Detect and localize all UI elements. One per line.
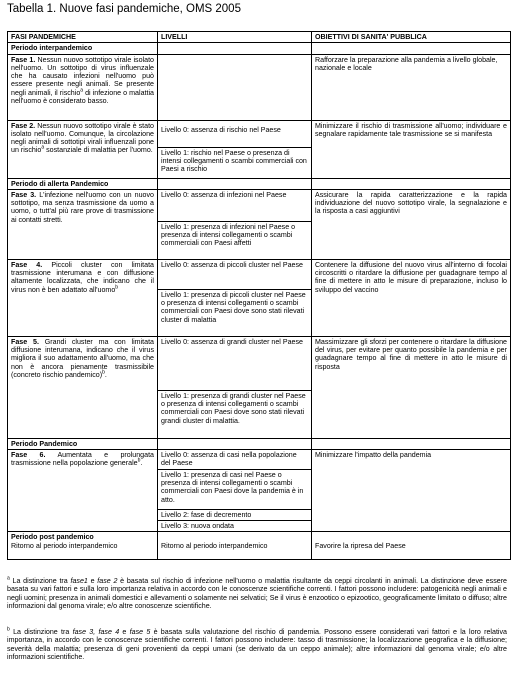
phase-4-objective: Contenere la diffusione del nuovo virus all'interno di focolai circoscritti o ritardare la diffusione per guadagnare tempo al fine di mettere in atto le misure di preparazione, incluso lo sviluppo del vaccino <box>312 259 511 336</box>
section-alert: Periodo di allerta Pandemico <box>8 178 158 189</box>
phase-3-description: Fase 3. L'infezione nell'uomo con un nuovo sottotipo, ma senza trasmissione da uomo a uomo, o tutt'al più rare prove di trasmissione ai contatti stretti. <box>8 189 158 259</box>
phase-4-level-0: Livello 0: assenza di piccoli cluster nel Paese <box>158 259 312 289</box>
table-title: Tabella 1. Nuove fasi pandemiche, OMS 2005 <box>7 3 241 15</box>
pandemic-phases-table <box>7 31 511 560</box>
phase-1-levels <box>158 54 312 120</box>
post-pandemic-objective: Favorire la ripresa del Paese <box>312 532 511 560</box>
phase-2-description: Fase 2. Nessun nuovo sottotipo virale è stato isolato nell'uomo. Comunque, la circolazione negli animali di sottotipi virali influenzali pone un rischio$^a$ sostanziale di malattia per l'uomo. <box>8 120 158 178</box>
post-pandemic-description: Periodo post pandemico Ritorno al periodo interpandemico <box>8 532 158 560</box>
header-objectives: OBIETTIVI DI SANITA' PUBBLICA <box>312 32 511 43</box>
section-pandemic: Periodo Pandemico <box>8 438 158 449</box>
header-levels: LIVELLI <box>158 32 312 43</box>
footnote-b: $^b$ La distinzione tra fase 3, fase 4 e fase 5 è basata sulla valutazione del rischio di pandemia. Possono essere considerati vari fattori e la loro relativa importanza, in accordo con le conoscenze scientifiche correnti. I fattori possono includere: tasso di trasmissione; la localizzazione geografica e la diffusione; severità della malattia; presenza di geni provenienti da ceppi umani (se derivato da un ceppo animale); altre informazioni dal genoma virale; e/o altre informazioni scientifiche. <box>7 626 507 662</box>
phase-6-description: Fase 6. Aumentata e prolungata trasmissione nella popolazione generale$^b$. <box>8 450 158 532</box>
section-interpandemic: Periodo interpandemico <box>8 43 158 54</box>
phase-5-objective: Massimizzare gli sforzi per contenere o ritardare la diffusione del virus, per evitare per quanto possibile la pandemia e per guadagnare tempo al fine di mettere in atto le misure di risposta <box>312 336 511 438</box>
phase-2-level-1: Livello 1: rischio nel Paese o presenza di intensi collegamenti o scambi commerciali con Paesi a rischio <box>158 147 312 178</box>
phase-1-description: Fase 1. Nessun nuovo sottotipo virale isolato nell'uomo. Un sottotipo di virus influenzale che ha causato infezioni nell'uomo può essere presente negli animali. Se presente negli animali, il rischio$^a$ di infezione o malattia nell'uomo è considerato basso. <box>8 54 158 120</box>
phase-3-level-1: Livello 1: presenza di infezioni nel Paese o presenza di intensi collegamenti o scambi commerciali con Paesi affetti <box>158 221 312 259</box>
phase-4-level-1: Livello 1: presenza di piccoli cluster nel Paese o presenza di intensi collegamenti o scambi commerciali con Paesi dove sono stati rilevati cluster di malattia <box>158 289 312 336</box>
footnote-a: $^a$ La distinzione tra fase1 e fase 2 è basata sul rischio di infezione nell'uomo o malattia risultante da ceppi circolanti in animali. La distinzione deve essere basata su vari fattori e sulla loro importanza relativa in accordo con le conoscenze scientifiche correnti. I fattori possono includere: patogenicità negli animali e negli uomini; presenza in animali domestici e allevamenti o solamente nei selvatici; Se il virus è enzootico o epizootico, geograficamente limitato o diffuso; altre informazioni dal genoma virale; e/o altre conoscenze scientifiche. <box>7 575 507 611</box>
phase-4-description: Fase 4. Piccoli cluster con limitata trasmissione interumana e con diffusione altamente localizzata, che indicano che il virus non è ben adattato all'uomo$^b$ <box>8 259 158 336</box>
phase-1-objective: Rafforzare la preparazione alla pandemia a livello globale, nazionale e locale <box>312 54 511 120</box>
phase-6-objective: Minimizzare l'impatto della pandemia <box>312 450 511 532</box>
phase-3-level-0: Livello 0: assenza di infezioni nel Paese <box>158 189 312 221</box>
phase-3-objective: Assicurare la rapida caratterizzazione e la rapida individuazione del nuovo sottotipo virale, la segnalazione e la risposta a casi aggiuntivi <box>312 189 511 259</box>
phase-2-level-0: Livello 0: assenza di rischio nel Paese <box>158 120 312 147</box>
phase-5-level-0: Livello 0: assenza di grandi cluster nel Paese <box>158 336 312 390</box>
phase-6-level-0: Livello 0: assenza di casi nella popolazione del Paese <box>158 450 312 470</box>
post-pandemic-level: Ritorno al periodo interpandemico <box>158 532 312 560</box>
phase-6-level-2: Livello 2: fase di decremento <box>158 509 312 520</box>
phase-5-description: Fase 5. Grandi cluster ma con limitata diffusione interumana, indicano che il virus migliora il suo adattamento all'uomo, ma che non è ancora pienamente trasmissibile (concreto rischio pandemico)$^b$. <box>8 336 158 438</box>
header-phases: FASI PANDEMICHE <box>8 32 158 43</box>
phase-2-objective: Minimizzare il rischio di trasmissione all'uomo; individuare e segnalare rapidamente tale trasmissione se si manifesta <box>312 120 511 178</box>
phase-5-level-1: Livello 1: presenza di grandi cluster nel Paese o presenza di intensi collegamenti o scambi commerciali con Paesi dove sono stati rilevati grandi cluster di malattia. <box>158 390 312 438</box>
phase-6-level-3: Livello 3: nuova ondata <box>158 521 312 532</box>
phase-6-level-1: Livello 1: presenza di casi nel Paese o presenza di intensi collegamenti o scambi commerciali con Paesi dove la pandemia è in atto. <box>158 469 312 509</box>
